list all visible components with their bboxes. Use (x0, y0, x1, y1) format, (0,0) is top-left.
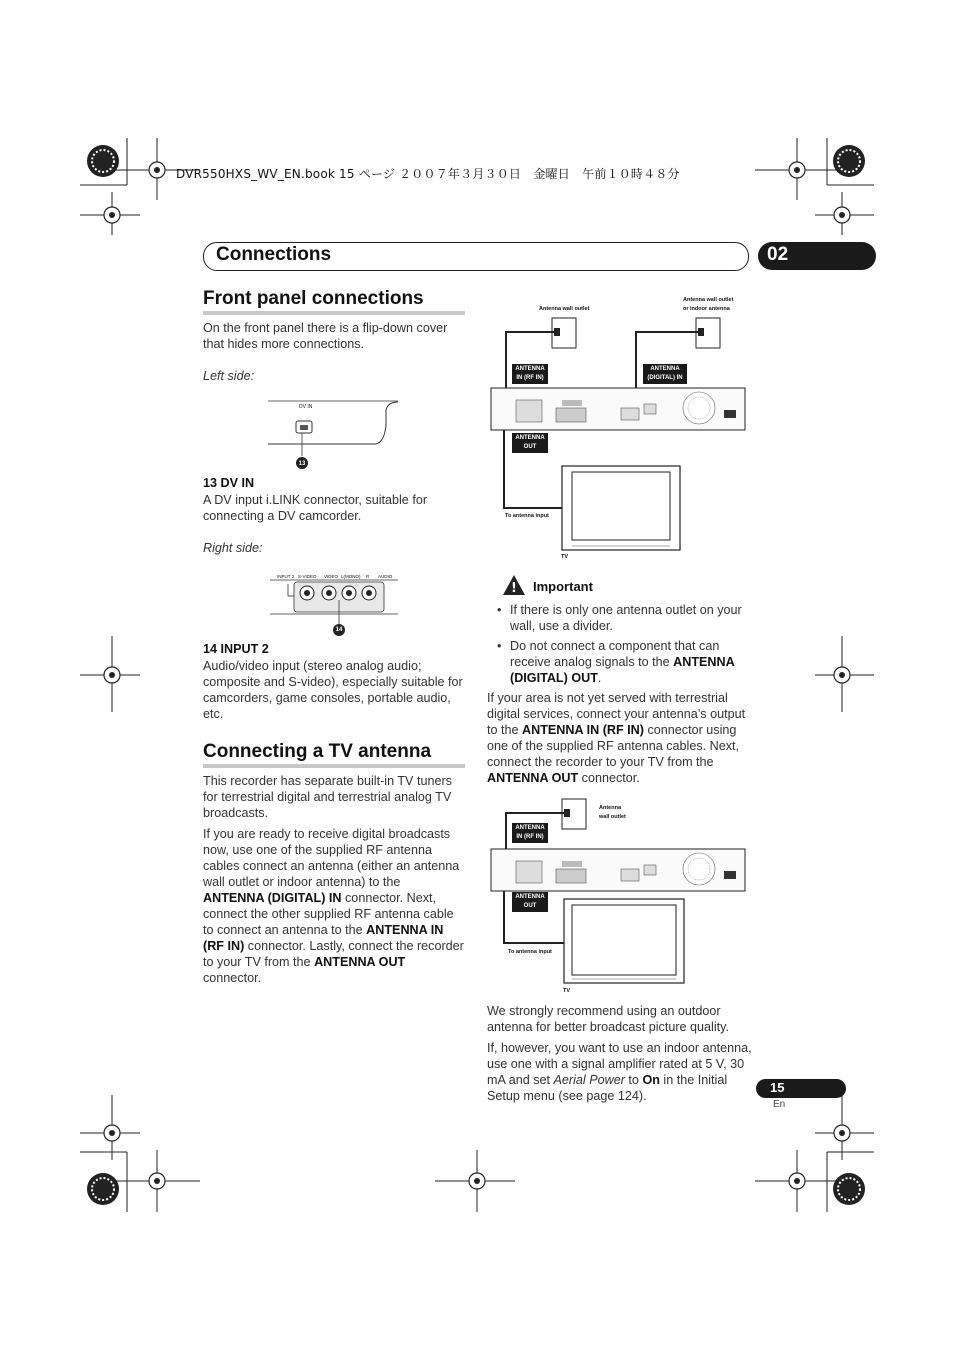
bullet-dot: • (497, 603, 502, 617)
d1-wall-or-indoor-label-2: or indoor antenna (683, 306, 730, 312)
d1-to-antenna-input: To antenna input (505, 513, 549, 519)
d1-digital-in-tag (643, 364, 687, 384)
page-number-badge (756, 1079, 846, 1098)
text-run: to (624, 1073, 643, 1087)
text-run: in the Initial Setup menu (see page 124). (487, 1073, 728, 1103)
bullet-text: Do not connect a component that can receive analog signals to the (510, 639, 720, 669)
bullet-dot: • (497, 639, 502, 653)
warning-icon (502, 574, 526, 596)
bold-term: ANTENNA (DIGITAL) IN (203, 891, 342, 905)
analog-only-para (487, 690, 749, 786)
left-side-label: Left side: (203, 369, 255, 383)
panel-label-audio: AUDIO (378, 574, 393, 579)
svg-text:!: ! (511, 581, 517, 596)
bold-term: ANTENNA OUT (314, 955, 406, 969)
tv-antenna-heading: Connecting a TV antenna (203, 741, 432, 762)
panel-label-lmono: L(MONO) (341, 574, 361, 579)
d2-out-tag (512, 892, 548, 912)
bold-term: ANTENNA IN (RF IN) (522, 723, 644, 737)
right-side-label: Right side: (203, 541, 263, 555)
bold-term: On (642, 1073, 660, 1087)
text-run: connector. Lastly, connect the recorder to your TV from the (203, 939, 464, 969)
d2-to-antenna-input: To antenna input (508, 949, 552, 955)
panel-label-svideo: S-VIDEO (298, 574, 317, 579)
text-run: connector. (578, 771, 640, 785)
italic-term: Aerial Power (553, 1073, 625, 1087)
closing-para1: We strongly recommend using an outdoor antenna for better broadcast picture quality. (487, 1004, 729, 1034)
item13-title: 13 DV IN (203, 476, 255, 490)
bold-term: ANTENNA IN (RF IN) (203, 923, 444, 953)
important-bullet-1 (497, 602, 748, 634)
item14-title: 14 INPUT 2 (203, 642, 269, 656)
d1-out-tag (512, 433, 548, 453)
section-rule (203, 764, 465, 768)
d1-wall-outlet-label: Antenna wall outlet (539, 306, 590, 312)
antenna-diagram-1 (486, 290, 748, 565)
tv-antenna-para1: This recorder has separate built-in TV tuners for terrestrial digital and terrestrial analog TV broadcasts. (203, 774, 452, 820)
bullet-text: . (597, 671, 602, 685)
language-code: En (773, 1099, 786, 1110)
page-number: 15 (770, 1080, 785, 1095)
important-bullet-2 (497, 638, 748, 686)
chapter-number: 02 (767, 244, 789, 265)
callout-14: 14 (335, 627, 343, 633)
tag-line: ANTENNA (515, 825, 545, 831)
tag-line: (DIGITAL) IN (647, 375, 683, 381)
text-run: If, however, you want to use an indoor antenna, use one with a signal amplifier rated at 5 V, 30 mA and set (487, 1041, 752, 1087)
item14-text: Audio/video input (stereo analog audio; composite and S-video), especially suitable for camcorders, game consoles, portable audio, etc. (203, 659, 463, 721)
d1-tv-label: TV (561, 554, 569, 560)
tv-antenna-para2 (203, 826, 465, 986)
important-title: Important (533, 579, 593, 594)
item13-text: A DV input i.LINK connector, suitable for connecting a DV camcorder. (203, 493, 428, 523)
text-run: connector using one of the supplied RF antenna cables. Next, connect the recorder to your TV from the (487, 723, 740, 769)
closing-para2 (487, 1040, 753, 1104)
panel-label-video: VIDEO (324, 574, 339, 579)
tag-line: IN (RF IN) (516, 834, 544, 840)
text-run: connector. (203, 971, 262, 985)
tag-line: OUT (523, 444, 537, 450)
text-run: If your area is not yet served with terrestrial digital services, connect your antenna’s output to the (487, 691, 746, 737)
tag-line: ANTENNA (650, 366, 680, 372)
front-panel-intro: On the front panel there is a flip-down cover that hides more connections. (203, 321, 448, 351)
section-rule (203, 311, 465, 315)
d2-tv-label: TV (563, 988, 571, 994)
front-panel-heading: Front panel connections (203, 288, 424, 309)
panel-label-r: R (366, 574, 370, 579)
d1-rf-in-tag (512, 364, 548, 384)
chapter-number-badge (758, 242, 876, 270)
bold-term: ANTENNA (DIGITAL) OUT (510, 655, 735, 685)
text-run: If you are ready to receive digital broadcasts now, use one of the supplied RF antenna cables connect an antenna (either an antenna wall outlet or indoor antenna) to the (203, 827, 460, 889)
tag-line: ANTENNA (515, 366, 545, 372)
bullet-text: If there is only one antenna outlet on your wall, use a divider. (510, 603, 742, 633)
chapter-title: Connections (216, 244, 332, 265)
d2-wall-label-2: wall outlet (599, 814, 626, 820)
d2-wall-label-1: Antenna (599, 805, 621, 811)
dv-in-panel-label: DV IN (299, 404, 313, 410)
dv-in-panel-figure (268, 396, 400, 472)
text-run: connector. Next, connect the other supplied RF antenna cable to connect an antenna to the (203, 891, 454, 937)
panel-label-input2: INPUT 2 (277, 574, 295, 579)
tag-line: IN (RF IN) (516, 375, 544, 381)
tag-line: ANTENNA (515, 435, 545, 441)
d1-wall-or-indoor-label-1: Antenna wall outlet (683, 297, 734, 303)
bold-term: ANTENNA OUT (487, 771, 579, 785)
tag-line: OUT (523, 903, 537, 909)
book-info-line: DVR550HXS_WV_EN.book 15 ページ ２００７年３月３０日 金曜日 午前１０時４８分 (176, 167, 680, 181)
tag-line: ANTENNA (515, 894, 545, 900)
callout-13: 13 (298, 461, 306, 467)
d2-rf-in-tag (512, 823, 548, 843)
